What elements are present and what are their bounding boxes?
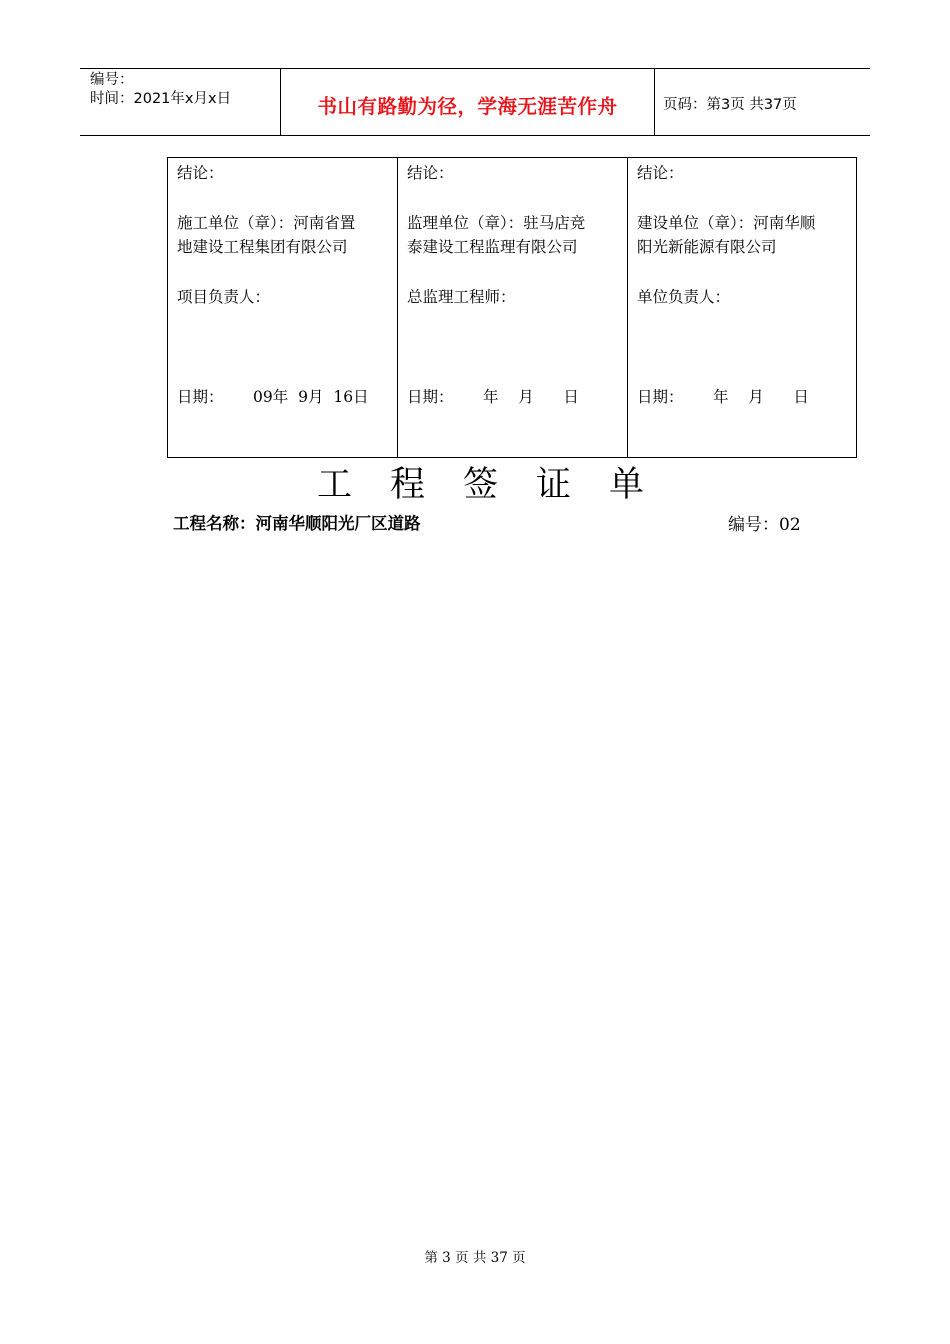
page-header [80, 68, 870, 136]
header-motto: 书山有路勤为径，学海无涯苦作舟 [317, 95, 618, 118]
owner-unit-column [628, 158, 856, 457]
header-time-label: 时间：2021年x月x日 [90, 91, 232, 107]
conclusion-label: 结论： [407, 164, 454, 182]
header-page-cell [655, 69, 870, 136]
responsible-person-label: 总监理工程师： [407, 288, 516, 306]
page-footer: 第 3 页 共 37 页 [424, 1250, 526, 1266]
unit-name-line1: 施工单位（章）：河南省置 [177, 214, 356, 232]
responsible-person-label: 单位负责人： [637, 288, 731, 306]
signature-table [167, 157, 857, 458]
header-motto-cell [281, 69, 655, 136]
unit-name-line2: 泰建设工程监理有限公司 [407, 238, 578, 256]
header-serial-label: 编号： [90, 72, 134, 88]
date-label: 日期： 年 月 日 [637, 388, 809, 406]
responsible-person-label: 项目负责人： [177, 288, 271, 306]
construction-unit-column [168, 158, 398, 457]
serial-number: 编号：02 [728, 515, 801, 535]
conclusion-label: 结论： [177, 164, 224, 182]
conclusion-label: 结论： [637, 164, 684, 182]
unit-name-line1: 建设单位（章）：河南华顺 [637, 214, 816, 232]
header-page-info: 页码：第3页 共37页 [663, 97, 797, 113]
unit-name-line1: 监理单位（章）：驻马店竞 [407, 214, 586, 232]
unit-name-line2: 阳光新能源有限公司 [637, 238, 777, 256]
date-label: 日期： 年 月 日 [407, 388, 579, 406]
document-title: 工程签证单 [317, 465, 683, 505]
date-label: 日期： 09年 9月 16日 [177, 388, 369, 406]
project-name: 工程名称：河南华顺阳光厂区道路 [173, 514, 421, 533]
unit-name-line2: 地建设工程集团有限公司 [177, 238, 348, 256]
header-left-cell [80, 69, 281, 136]
supervision-unit-column [398, 158, 628, 457]
